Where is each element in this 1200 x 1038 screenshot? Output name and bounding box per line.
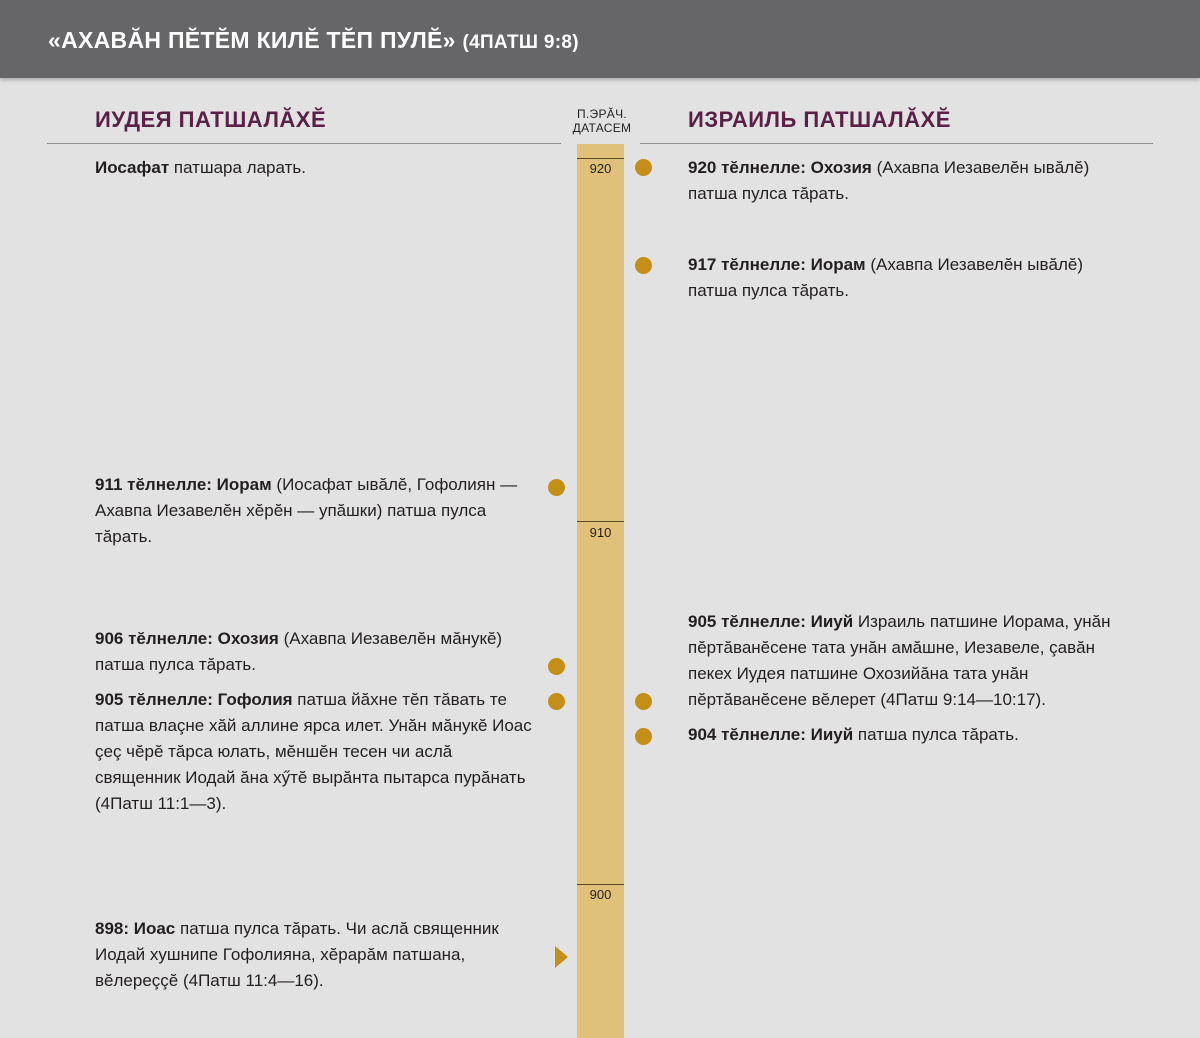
entry-text: (Ахавпа Иезавелĕн ывăлĕ) патша пулса тăрать.	[688, 255, 1084, 300]
entry-heading: 905 тĕлнелле: Гофолия	[95, 690, 293, 709]
timeline-marker-israel-904	[635, 728, 652, 745]
entry-text: патша йăхне тĕп тăвать те патша влаçне хăй аллине ярса илет. Унăн мăнукĕ Иоас çеç чĕрĕ тăрса юлать, мĕншĕн тесен чи аслă священник Иодай ăна хӳтĕ вырăнта пытарса пурăнать (4Патш 11:1—3).	[95, 690, 532, 813]
judah-entry-jehoshaphat	[95, 155, 535, 181]
judah-entry-905	[95, 687, 535, 817]
timeline-arrow-judah-898	[555, 946, 568, 968]
timeline-tick-label-920: 920	[589, 161, 612, 176]
judah-column-title: ИУДЕЯ ПАТШАЛĂХĔ	[95, 107, 327, 132]
entry-heading: 904 тĕлнелле: Ииуй	[688, 725, 854, 744]
israel-entry-904	[688, 722, 1128, 748]
date-label-line1: П.ЭРĂЧ.	[576, 107, 628, 121]
timeline-marker-israel-920	[635, 159, 652, 176]
timeline-marker-israel-917	[635, 257, 652, 274]
judah-entry-911	[95, 472, 535, 550]
entry-text: патша пулса тăрать. Чи аслă священник Иодай хушнипе Гофолияна, хĕрарăм патшана, вĕлереççĕ (4Патш 11:4—16).	[95, 919, 499, 990]
timeline-marker-judah-906	[548, 658, 565, 675]
israel-column-title: ИЗРАИЛЬ ПАТШАЛĂХĔ	[688, 107, 951, 132]
date-label-line2: ДАТАСЕМ	[572, 121, 632, 135]
judah-entry-898	[95, 916, 535, 994]
entry-heading: 905 тĕлнелле: Ииуй	[688, 612, 854, 631]
israel-entry-920	[688, 155, 1128, 207]
israel-entry-905	[688, 609, 1128, 713]
entry-text: патшара ларать.	[169, 158, 306, 177]
timeline-marker-israel-905	[635, 693, 652, 710]
entry-heading: 906 тĕлнелле: Охозия	[95, 629, 279, 648]
israel-entry-917	[688, 252, 1128, 304]
page-header	[0, 0, 1200, 78]
entry-text: (Иосафат ывăлĕ, Гофолиян — Ахавпа Иезавелĕн хĕрĕн — упăшки) патша пулса тăрать.	[95, 475, 518, 546]
judah-header-divider	[47, 143, 561, 144]
timeline-tick-label-910: 910	[589, 525, 612, 540]
timeline-tick-910	[577, 521, 624, 522]
timeline-marker-judah-911	[548, 479, 565, 496]
timeline-tick-label-900: 900	[589, 887, 612, 902]
entry-heading: 898: Иоас	[95, 919, 176, 938]
entry-heading: 911 тĕлнелле: Иорам	[95, 475, 272, 494]
timeline-bar	[577, 144, 624, 1038]
entry-text: Израиль патшине Иорама, унăн пĕртăванĕсене тата унăн амăшне, Иезавеле, çавăн пекех Иудея патшине Охозийăна тата унăн пĕртăванĕсене вĕлерет (4Патш 9:14—10:17).	[688, 612, 1111, 709]
page-title	[48, 27, 579, 54]
title-text: «АХАВĂН ПĔТĔМ КИЛĔ ТĔП ПУЛĔ»	[48, 27, 456, 53]
date-column-label	[566, 107, 638, 135]
entry-heading: 917 тĕлнелле: Иорам	[688, 255, 866, 274]
judah-entry-906	[95, 626, 535, 678]
timeline-tick-900	[577, 884, 624, 885]
entry-text: (Ахавпа Иезавелĕн ывăлĕ) патша пулса тăрать.	[688, 158, 1090, 203]
israel-header-divider	[640, 143, 1153, 144]
timeline-tick-920	[577, 158, 624, 159]
timeline-marker-judah-905	[548, 693, 565, 710]
entry-text: (Ахавпа Иезавелĕн мăнукĕ) патша пулса тăрать.	[95, 629, 503, 674]
entry-heading: Иосафат	[95, 158, 170, 177]
title-reference: (4ПАТШ 9:8)	[462, 32, 579, 53]
entry-text: патша пулса тăрать.	[853, 725, 1019, 744]
entry-heading: 920 тĕлнелле: Охозия	[688, 158, 872, 177]
